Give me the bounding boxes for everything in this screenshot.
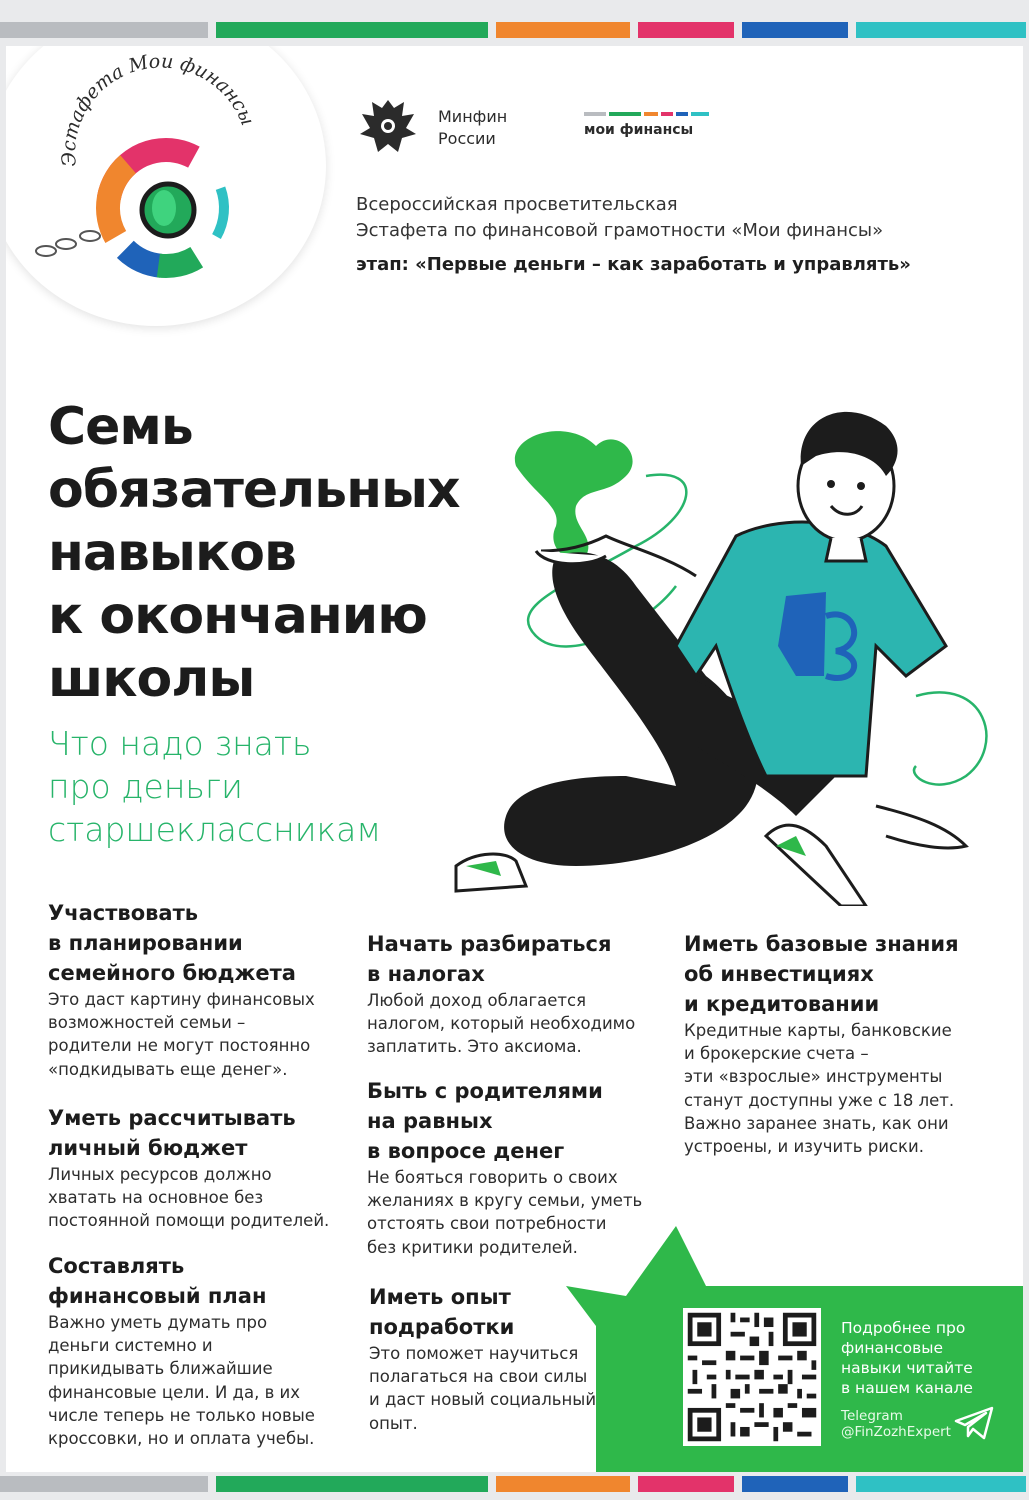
coat-of-arms-icon bbox=[356, 94, 420, 162]
ministry-name: Минфин России bbox=[438, 107, 508, 148]
skill-title: Составлять финансовый план bbox=[48, 1254, 267, 1308]
skill-title: Начать разбираться в налогах bbox=[367, 932, 612, 986]
skill-text: Любой доход облагается налогом, который необходимо заплатить. Это аксиома. bbox=[367, 991, 636, 1057]
skill-title: Иметь опыт подработки bbox=[369, 1285, 515, 1339]
student-illustration bbox=[446, 346, 1006, 906]
poster-sheet bbox=[6, 46, 1023, 1472]
moi-finansy-brand bbox=[584, 112, 709, 138]
skill-family-budget bbox=[48, 898, 358, 1081]
skill-financial-plan bbox=[48, 1251, 358, 1450]
telegram-icon[interactable] bbox=[954, 1406, 994, 1440]
logo-arc-text: Эстафета Мои финансы bbox=[57, 50, 259, 168]
skill-title: Участвовать в планировании семейного бюджета bbox=[48, 901, 296, 985]
estafeta-logo bbox=[6, 46, 326, 326]
bottom-color-stripe bbox=[0, 1476, 1029, 1492]
subtitle: Что надо знать про деньги старшеклассникам bbox=[48, 724, 382, 849]
main-title: Семь обязательных навыков к окончанию школы bbox=[48, 397, 460, 709]
skill-text: Личных ресурсов должно хватать на основное без постоянной помощи родителей. bbox=[48, 1165, 330, 1231]
organizer-text: Всероссийская просветительская Эстафета по финансовой грамотности «Мои финансы» bbox=[356, 194, 884, 241]
skill-text: Важно уметь думать про деньги системно и прикидывать ближайшие финансовые цели. И да, в их числе теперь не только новые кроссовки, но и оплата учебы. bbox=[48, 1313, 315, 1449]
skill-investments-credit bbox=[684, 929, 1004, 1158]
ministry-block bbox=[356, 94, 528, 162]
skill-text: Не бояться говорить о своих желаниях в кругу семьи, уметь отстоять свои потребности без критики родителей. bbox=[367, 1168, 643, 1257]
telegram-handle[interactable]: Telegram @FinZozhExpert bbox=[841, 1408, 951, 1440]
skill-personal-budget bbox=[48, 1103, 358, 1233]
skill-text: Это поможет научиться полагаться на свои силы и даст новый социальный опыт. bbox=[369, 1344, 597, 1433]
stage-title: этап: «Первые деньги – как заработать и управлять» bbox=[356, 254, 911, 275]
skill-taxes bbox=[367, 929, 677, 1059]
skill-title: Быть с родителями на равных в вопросе денег bbox=[367, 1079, 603, 1163]
qr-code-icon bbox=[683, 1308, 821, 1446]
skill-title: Уметь рассчитывать личный бюджет bbox=[48, 1106, 296, 1160]
skill-title: Иметь базовые знания об инвестициях и кредитовании bbox=[684, 932, 959, 1016]
promo-text: Подробнее про финансовые навыки читайте в нашем канале bbox=[841, 1319, 973, 1397]
coin-ring-icon bbox=[16, 46, 276, 286]
top-color-stripe bbox=[0, 22, 1029, 38]
skill-text: Это даст картину финансовых возможностей семьи – родители не могут постоянно «подкидывать еще денег». bbox=[48, 990, 315, 1079]
skill-text: Кредитные карты, банковские и брокерские счета – эти «взрослые» инструменты станут доступны уже с 18 лет. Важно заранее знать, как они устроены, и изучить риски. bbox=[684, 1021, 955, 1157]
qr-code[interactable] bbox=[683, 1308, 821, 1446]
brand-name: мои финансы bbox=[584, 122, 694, 138]
